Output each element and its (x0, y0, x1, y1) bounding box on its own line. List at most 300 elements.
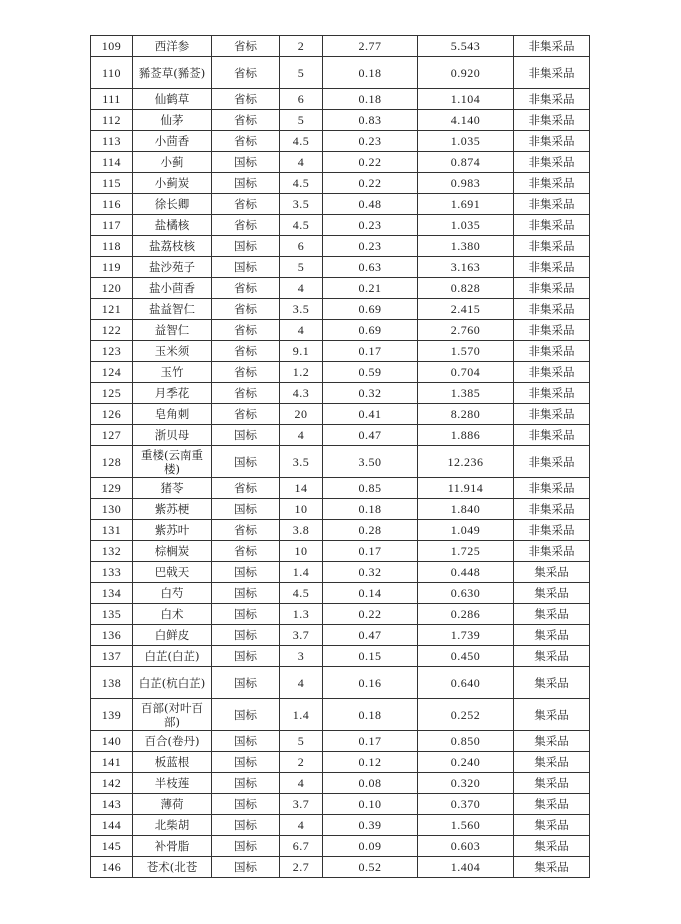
standard-cell: 省标 (212, 57, 280, 89)
table-row (91, 194, 590, 215)
row-number-cell: 120 (91, 278, 133, 299)
table-row (91, 562, 590, 583)
herb-name-cell: 北柴胡 (133, 815, 212, 836)
quantity-cell: 6.7 (280, 836, 323, 857)
unit-price-cell: 0.69 (323, 320, 418, 341)
row-number-cell: 110 (91, 57, 133, 89)
standard-cell: 国标 (212, 236, 280, 257)
row-number-cell: 131 (91, 520, 133, 541)
standard-cell: 国标 (212, 836, 280, 857)
row-number-cell: 145 (91, 836, 133, 857)
table-row (91, 815, 590, 836)
amount-cell: 8.280 (418, 404, 514, 425)
herb-name-cell: 紫苏叶 (133, 520, 212, 541)
standard-cell: 省标 (212, 383, 280, 404)
amount-cell: 0.874 (418, 152, 514, 173)
unit-price-cell: 0.47 (323, 625, 418, 646)
table-row (91, 520, 590, 541)
herb-name-cell: 仙鹤草 (133, 89, 212, 110)
quantity-cell: 4 (280, 667, 323, 699)
amount-cell: 2.415 (418, 299, 514, 320)
quantity-cell: 1.4 (280, 562, 323, 583)
standard-cell: 国标 (212, 752, 280, 773)
row-number-cell: 128 (91, 446, 133, 478)
quantity-cell: 4.5 (280, 173, 323, 194)
table-row (91, 625, 590, 646)
standard-cell: 省标 (212, 299, 280, 320)
row-number-cell: 114 (91, 152, 133, 173)
procurement-category-cell: 非集采品 (514, 425, 590, 446)
herb-name-cell: 棕榈炭 (133, 541, 212, 562)
quantity-cell: 2.7 (280, 857, 323, 878)
amount-cell: 1.560 (418, 815, 514, 836)
herb-name-cell: 盐小茴香 (133, 278, 212, 299)
row-number-cell: 119 (91, 257, 133, 278)
amount-cell: 1.035 (418, 215, 514, 236)
procurement-category-cell: 非集采品 (514, 383, 590, 404)
herb-name-cell: 西洋参 (133, 36, 212, 57)
amount-cell: 11.914 (418, 478, 514, 499)
unit-price-cell: 0.39 (323, 815, 418, 836)
amount-cell: 1.404 (418, 857, 514, 878)
procurement-category-cell: 集采品 (514, 836, 590, 857)
unit-price-cell: 0.18 (323, 499, 418, 520)
row-number-cell: 126 (91, 404, 133, 425)
row-number-cell: 129 (91, 478, 133, 499)
standard-cell: 省标 (212, 341, 280, 362)
row-number-cell: 111 (91, 89, 133, 110)
table-row (91, 257, 590, 278)
amount-cell: 0.828 (418, 278, 514, 299)
standard-cell: 国标 (212, 625, 280, 646)
procurement-category-cell: 集采品 (514, 699, 590, 731)
quantity-cell: 4 (280, 152, 323, 173)
row-number-cell: 139 (91, 699, 133, 731)
row-number-cell: 113 (91, 131, 133, 152)
row-number-cell: 118 (91, 236, 133, 257)
unit-price-cell: 0.17 (323, 541, 418, 562)
herb-name-cell: 白芍 (133, 583, 212, 604)
procurement-category-cell: 集采品 (514, 794, 590, 815)
table-row (91, 425, 590, 446)
table-row (91, 773, 590, 794)
quantity-cell: 10 (280, 541, 323, 562)
procurement-category-cell: 非集采品 (514, 131, 590, 152)
herb-name-cell: 小蓟 (133, 152, 212, 173)
procurement-category-cell: 非集采品 (514, 478, 590, 499)
quantity-cell: 4.5 (280, 215, 323, 236)
unit-price-cell: 0.23 (323, 215, 418, 236)
procurement-category-cell: 集采品 (514, 562, 590, 583)
table-row (91, 646, 590, 667)
unit-price-cell: 0.14 (323, 583, 418, 604)
procurement-category-cell: 非集采品 (514, 57, 590, 89)
herb-name-cell: 小茴香 (133, 131, 212, 152)
amount-cell: 1.840 (418, 499, 514, 520)
amount-cell: 0.920 (418, 57, 514, 89)
quantity-cell: 3.7 (280, 625, 323, 646)
procurement-category-cell: 集采品 (514, 667, 590, 699)
herb-name-cell: 盐益智仁 (133, 299, 212, 320)
quantity-cell: 3.8 (280, 520, 323, 541)
standard-cell: 国标 (212, 646, 280, 667)
standard-cell: 国标 (212, 773, 280, 794)
herb-name-cell: 皂角刺 (133, 404, 212, 425)
standard-cell: 省标 (212, 36, 280, 57)
standard-cell: 国标 (212, 731, 280, 752)
row-number-cell: 137 (91, 646, 133, 667)
unit-price-cell: 0.69 (323, 299, 418, 320)
standard-cell: 省标 (212, 131, 280, 152)
quantity-cell: 3 (280, 646, 323, 667)
row-number-cell: 130 (91, 499, 133, 520)
procurement-category-cell: 非集采品 (514, 215, 590, 236)
unit-price-cell: 0.08 (323, 773, 418, 794)
amount-cell: 0.450 (418, 646, 514, 667)
table-row (91, 299, 590, 320)
row-number-cell: 141 (91, 752, 133, 773)
table-row (91, 278, 590, 299)
amount-cell: 0.630 (418, 583, 514, 604)
standard-cell: 省标 (212, 194, 280, 215)
amount-cell: 0.448 (418, 562, 514, 583)
amount-cell: 0.704 (418, 362, 514, 383)
amount-cell: 1.049 (418, 520, 514, 541)
table-row (91, 731, 590, 752)
unit-price-cell: 0.23 (323, 236, 418, 257)
amount-cell: 2.760 (418, 320, 514, 341)
unit-price-cell: 0.83 (323, 110, 418, 131)
herb-name-cell: 猪苓 (133, 478, 212, 499)
procurement-category-cell: 集采品 (514, 625, 590, 646)
quantity-cell: 9.1 (280, 341, 323, 362)
amount-cell: 1.104 (418, 89, 514, 110)
standard-cell: 国标 (212, 152, 280, 173)
amount-cell: 1.725 (418, 541, 514, 562)
table-row (91, 699, 590, 731)
herb-name-cell: 浙贝母 (133, 425, 212, 446)
standard-cell: 省标 (212, 215, 280, 236)
amount-cell: 1.691 (418, 194, 514, 215)
procurement-category-cell: 非集采品 (514, 299, 590, 320)
procurement-category-cell: 非集采品 (514, 341, 590, 362)
unit-price-cell: 0.22 (323, 604, 418, 625)
quantity-cell: 5 (280, 257, 323, 278)
procurement-category-cell: 非集采品 (514, 541, 590, 562)
table-row (91, 794, 590, 815)
standard-cell: 省标 (212, 478, 280, 499)
table-row (91, 583, 590, 604)
amount-cell: 0.370 (418, 794, 514, 815)
amount-cell: 12.236 (418, 446, 514, 478)
row-number-cell: 140 (91, 731, 133, 752)
herb-price-table (90, 35, 590, 878)
table-row (91, 404, 590, 425)
amount-cell: 1.570 (418, 341, 514, 362)
table-row (91, 362, 590, 383)
unit-price-cell: 0.22 (323, 152, 418, 173)
quantity-cell: 4.3 (280, 383, 323, 404)
table-row (91, 499, 590, 520)
procurement-category-cell: 非集采品 (514, 499, 590, 520)
herb-name-cell: 薄荷 (133, 794, 212, 815)
procurement-category-cell: 非集采品 (514, 362, 590, 383)
quantity-cell: 5 (280, 110, 323, 131)
procurement-category-cell: 非集采品 (514, 173, 590, 194)
unit-price-cell: 0.15 (323, 646, 418, 667)
unit-price-cell: 0.09 (323, 836, 418, 857)
quantity-cell: 1.3 (280, 604, 323, 625)
row-number-cell: 112 (91, 110, 133, 131)
herb-name-cell: 盐荔枝核 (133, 236, 212, 257)
standard-cell: 国标 (212, 425, 280, 446)
row-number-cell: 132 (91, 541, 133, 562)
amount-cell: 0.850 (418, 731, 514, 752)
amount-cell: 1.380 (418, 236, 514, 257)
quantity-cell: 3.5 (280, 299, 323, 320)
amount-cell: 1.739 (418, 625, 514, 646)
row-number-cell: 143 (91, 794, 133, 815)
amount-cell: 0.286 (418, 604, 514, 625)
procurement-category-cell: 非集采品 (514, 320, 590, 341)
standard-cell: 国标 (212, 562, 280, 583)
quantity-cell: 20 (280, 404, 323, 425)
row-number-cell: 138 (91, 667, 133, 699)
standard-cell: 国标 (212, 583, 280, 604)
herb-name-cell: 盐沙苑子 (133, 257, 212, 278)
row-number-cell: 136 (91, 625, 133, 646)
herb-name-cell: 百部(对叶百部) (133, 699, 212, 731)
herb-name-cell: 盐橘核 (133, 215, 212, 236)
procurement-category-cell: 集采品 (514, 604, 590, 625)
unit-price-cell: 0.17 (323, 731, 418, 752)
herb-name-cell: 仙茅 (133, 110, 212, 131)
herb-name-cell: 板蓝根 (133, 752, 212, 773)
standard-cell: 省标 (212, 278, 280, 299)
quantity-cell: 4 (280, 320, 323, 341)
herb-name-cell: 重楼(云南重楼) (133, 446, 212, 478)
amount-cell: 1.886 (418, 425, 514, 446)
herb-name-cell: 半枝莲 (133, 773, 212, 794)
amount-cell: 0.252 (418, 699, 514, 731)
procurement-category-cell: 非集采品 (514, 446, 590, 478)
quantity-cell: 5 (280, 731, 323, 752)
table-row (91, 857, 590, 878)
procurement-category-cell: 非集采品 (514, 36, 590, 57)
row-number-cell: 122 (91, 320, 133, 341)
procurement-category-cell: 集采品 (514, 815, 590, 836)
quantity-cell: 3.5 (280, 194, 323, 215)
table-row (91, 836, 590, 857)
standard-cell: 省标 (212, 110, 280, 131)
herb-name-cell: 白芷(白芷) (133, 646, 212, 667)
herb-name-cell: 益智仁 (133, 320, 212, 341)
row-number-cell: 116 (91, 194, 133, 215)
procurement-category-cell: 集采品 (514, 773, 590, 794)
standard-cell: 国标 (212, 815, 280, 836)
quantity-cell: 5 (280, 57, 323, 89)
table-row (91, 152, 590, 173)
quantity-cell: 3.5 (280, 446, 323, 478)
procurement-category-cell: 非集采品 (514, 278, 590, 299)
standard-cell: 国标 (212, 857, 280, 878)
quantity-cell: 2 (280, 36, 323, 57)
unit-price-cell: 0.17 (323, 341, 418, 362)
table-row (91, 604, 590, 625)
quantity-cell: 4.5 (280, 131, 323, 152)
quantity-cell: 10 (280, 499, 323, 520)
unit-price-cell: 0.85 (323, 478, 418, 499)
row-number-cell: 124 (91, 362, 133, 383)
table-row (91, 320, 590, 341)
amount-cell: 0.603 (418, 836, 514, 857)
procurement-category-cell: 集采品 (514, 646, 590, 667)
herb-name-cell: 小蓟炭 (133, 173, 212, 194)
procurement-category-cell: 非集采品 (514, 257, 590, 278)
unit-price-cell: 0.32 (323, 562, 418, 583)
standard-cell: 国标 (212, 446, 280, 478)
quantity-cell: 1.4 (280, 699, 323, 731)
standard-cell: 国标 (212, 173, 280, 194)
herb-name-cell: 白术 (133, 604, 212, 625)
row-number-cell: 146 (91, 857, 133, 878)
herb-name-cell: 玉米须 (133, 341, 212, 362)
row-number-cell: 109 (91, 36, 133, 57)
unit-price-cell: 0.47 (323, 425, 418, 446)
unit-price-cell: 0.16 (323, 667, 418, 699)
herb-name-cell: 百合(卷丹) (133, 731, 212, 752)
amount-cell: 0.983 (418, 173, 514, 194)
amount-cell: 0.320 (418, 773, 514, 794)
table-row (91, 173, 590, 194)
standard-cell: 国标 (212, 257, 280, 278)
table-row (91, 236, 590, 257)
unit-price-cell: 0.22 (323, 173, 418, 194)
table-row (91, 215, 590, 236)
amount-cell: 3.163 (418, 257, 514, 278)
table-body (91, 36, 590, 878)
unit-price-cell: 0.18 (323, 57, 418, 89)
row-number-cell: 123 (91, 341, 133, 362)
herb-name-cell: 白鲜皮 (133, 625, 212, 646)
quantity-cell: 14 (280, 478, 323, 499)
row-number-cell: 117 (91, 215, 133, 236)
procurement-category-cell: 非集采品 (514, 89, 590, 110)
unit-price-cell: 0.63 (323, 257, 418, 278)
row-number-cell: 127 (91, 425, 133, 446)
procurement-category-cell: 非集采品 (514, 236, 590, 257)
quantity-cell: 6 (280, 89, 323, 110)
unit-price-cell: 0.52 (323, 857, 418, 878)
procurement-category-cell: 非集采品 (514, 152, 590, 173)
unit-price-cell: 0.18 (323, 89, 418, 110)
procurement-category-cell: 集采品 (514, 731, 590, 752)
herb-name-cell: 玉竹 (133, 362, 212, 383)
standard-cell: 国标 (212, 604, 280, 625)
quantity-cell: 4 (280, 425, 323, 446)
standard-cell: 国标 (212, 794, 280, 815)
table-row (91, 383, 590, 404)
row-number-cell: 125 (91, 383, 133, 404)
herb-name-cell: 苍术(北苍 (133, 857, 212, 878)
procurement-category-cell: 集采品 (514, 583, 590, 604)
row-number-cell: 115 (91, 173, 133, 194)
standard-cell: 省标 (212, 362, 280, 383)
quantity-cell: 4 (280, 773, 323, 794)
amount-cell: 0.640 (418, 667, 514, 699)
unit-price-cell: 3.50 (323, 446, 418, 478)
standard-cell: 省标 (212, 404, 280, 425)
quantity-cell: 4.5 (280, 583, 323, 604)
unit-price-cell: 0.18 (323, 699, 418, 731)
table-row (91, 36, 590, 57)
table-row (91, 752, 590, 773)
standard-cell: 省标 (212, 320, 280, 341)
quantity-cell: 4 (280, 815, 323, 836)
unit-price-cell: 0.41 (323, 404, 418, 425)
table-row (91, 667, 590, 699)
procurement-category-cell: 集采品 (514, 752, 590, 773)
procurement-category-cell: 非集采品 (514, 110, 590, 131)
herb-name-cell: 补骨脂 (133, 836, 212, 857)
unit-price-cell: 0.10 (323, 794, 418, 815)
standard-cell: 国标 (212, 499, 280, 520)
procurement-category-cell: 非集采品 (514, 194, 590, 215)
unit-price-cell: 0.12 (323, 752, 418, 773)
standard-cell: 省标 (212, 541, 280, 562)
quantity-cell: 6 (280, 236, 323, 257)
row-number-cell: 144 (91, 815, 133, 836)
table-row (91, 57, 590, 89)
quantity-cell: 2 (280, 752, 323, 773)
unit-price-cell: 0.59 (323, 362, 418, 383)
quantity-cell: 4 (280, 278, 323, 299)
table-row (91, 478, 590, 499)
herb-name-cell: 巴戟天 (133, 562, 212, 583)
table-row (91, 110, 590, 131)
table-row (91, 541, 590, 562)
standard-cell: 省标 (212, 89, 280, 110)
amount-cell: 1.035 (418, 131, 514, 152)
standard-cell: 省标 (212, 520, 280, 541)
quantity-cell: 3.7 (280, 794, 323, 815)
standard-cell: 国标 (212, 667, 280, 699)
herb-name-cell: 白芷(杭白芷) (133, 667, 212, 699)
table-row (91, 131, 590, 152)
unit-price-cell: 0.23 (323, 131, 418, 152)
herb-name-cell: 月季花 (133, 383, 212, 404)
herb-name-cell: 徐长卿 (133, 194, 212, 215)
herb-name-cell: 紫苏梗 (133, 499, 212, 520)
row-number-cell: 135 (91, 604, 133, 625)
unit-price-cell: 2.77 (323, 36, 418, 57)
row-number-cell: 133 (91, 562, 133, 583)
standard-cell: 国标 (212, 699, 280, 731)
procurement-category-cell: 非集采品 (514, 404, 590, 425)
row-number-cell: 142 (91, 773, 133, 794)
row-number-cell: 134 (91, 583, 133, 604)
amount-cell: 0.240 (418, 752, 514, 773)
herb-name-cell: 豨莶草(豨莶) (133, 57, 212, 89)
table-row (91, 89, 590, 110)
unit-price-cell: 0.21 (323, 278, 418, 299)
amount-cell: 1.385 (418, 383, 514, 404)
table-row (91, 446, 590, 478)
amount-cell: 5.543 (418, 36, 514, 57)
procurement-category-cell: 非集采品 (514, 520, 590, 541)
unit-price-cell: 0.48 (323, 194, 418, 215)
unit-price-cell: 0.28 (323, 520, 418, 541)
